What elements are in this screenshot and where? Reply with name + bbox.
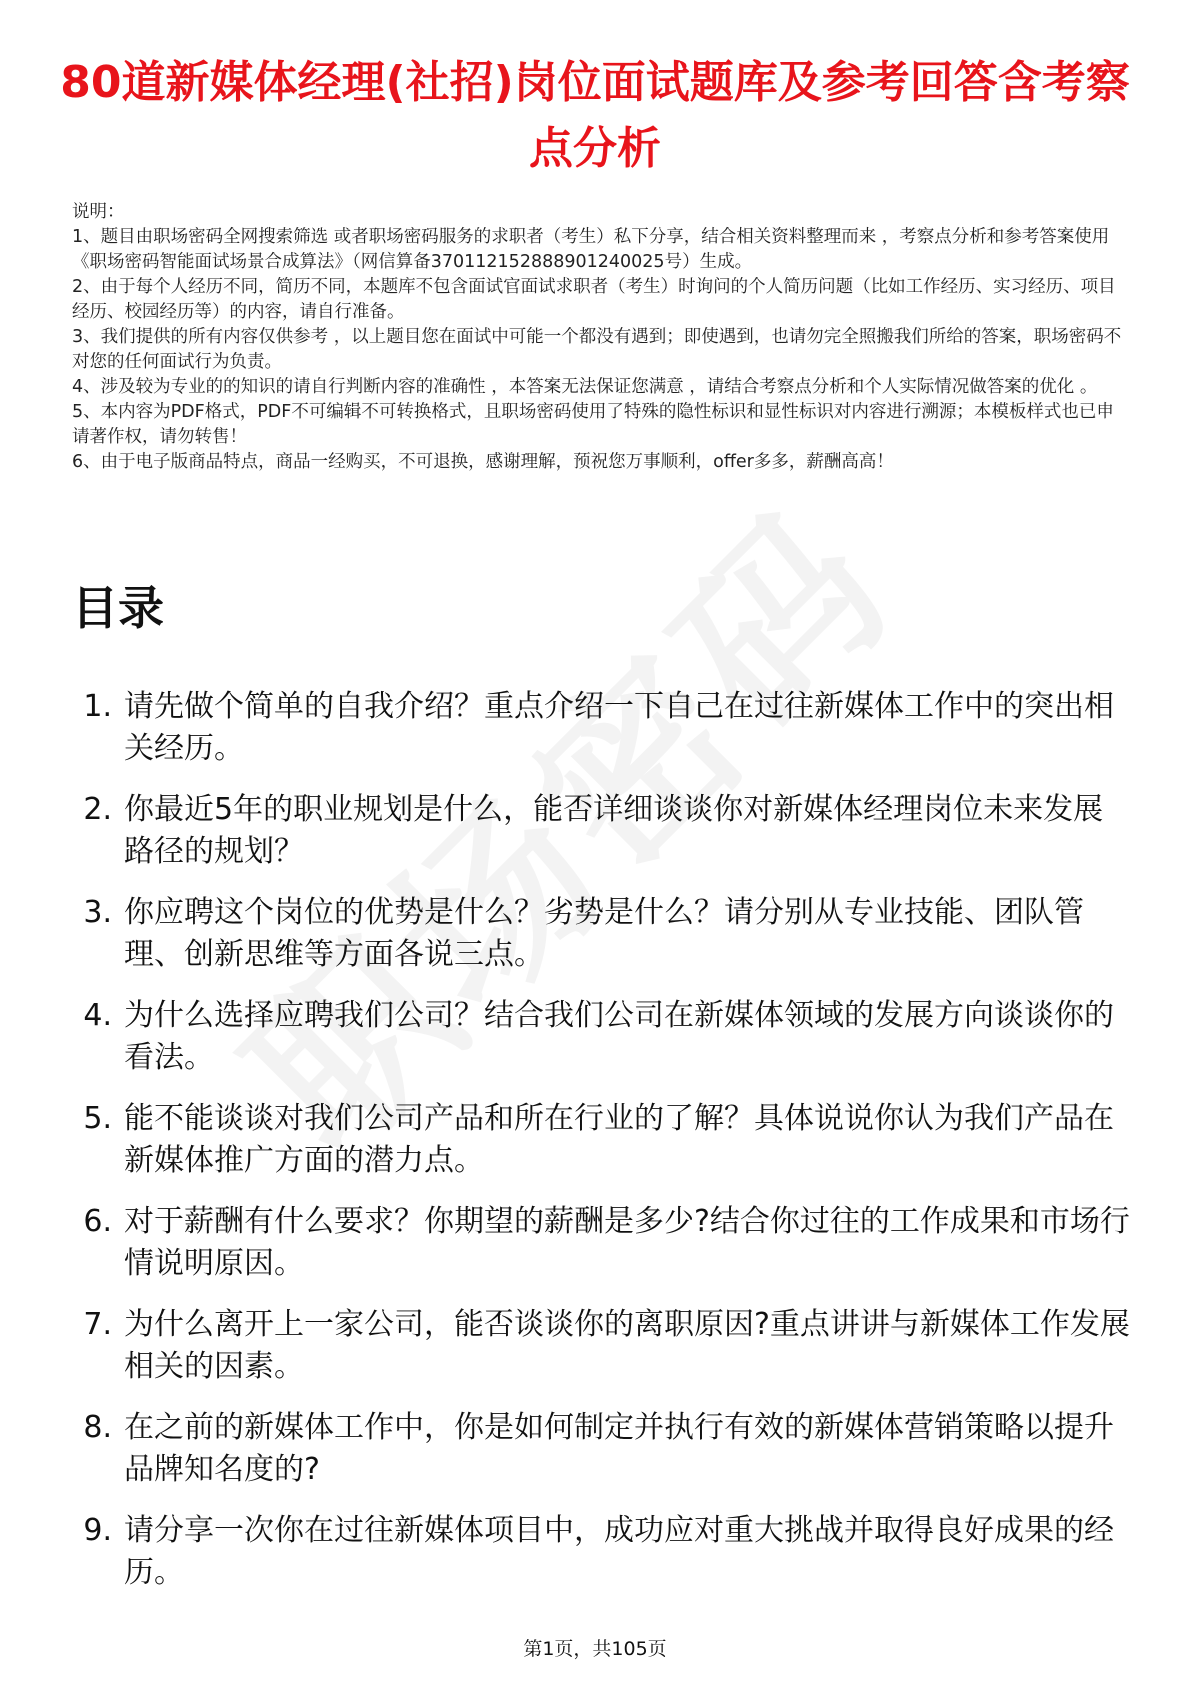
toc-item-number: 1. — [83, 689, 112, 724]
toc-item-number: 4. — [83, 998, 112, 1033]
toc-item[interactable] — [72, 1098, 1132, 1182]
note-item-5: 5、本内容为PDF格式，PDF不可编辑不可转换格式，且职场密码使用了特殊的隐性标识和显性标识对内容进行溯源；本模板样式也已申请著作权，请勿转售！ — [72, 402, 1114, 447]
toc-item[interactable] — [72, 1510, 1132, 1594]
note-item-3: 3、我们提供的所有内容仅供参考 ，以上题目您在面试中可能一个都没有遇到；即使遇到，也请勿完全照搬我们所给的答案，职场密码不对您的任何面试行为负责。 — [72, 327, 1122, 372]
toc-heading: 目录 — [72, 581, 164, 635]
toc-item-text: 为什么选择应聘我们公司？结合我们公司在新媒体领域的发展方向谈谈你的看法。 — [124, 998, 1114, 1075]
note-item-1: 1、题目由职场密码全网搜索筛选 或者职场密码服务的求职者（考生）私下分享，结合相关资料整理而来 ，考察点分析和参考答案使用《职场密码智能面试场景合成算法》（网信算备370112152888901240025号）生成。 — [72, 227, 1110, 272]
toc-item-text: 请分享一次你在过往新媒体项目中，成功应对重大挑战并取得良好成果的经历。 — [124, 1513, 1114, 1590]
toc-item[interactable] — [72, 789, 1132, 873]
toc-item-text: 你应聘这个岗位的优势是什么？劣势是什么？请分别从专业技能、团队管理、创新思维等方面各说三点。 — [124, 895, 1084, 972]
toc-item[interactable] — [72, 1407, 1132, 1491]
toc-list — [72, 686, 1132, 1613]
toc-item-text: 为什么离开上一家公司，能否谈谈你的离职原因?重点讲讲与新媒体工作发展相关的因素。 — [124, 1307, 1130, 1384]
notes-heading: 说明： — [72, 202, 125, 222]
toc-item-number: 9. — [83, 1513, 112, 1548]
toc-item[interactable] — [72, 686, 1132, 770]
toc-item[interactable] — [72, 892, 1132, 976]
toc-item-text: 在之前的新媒体工作中，你是如何制定并执行有效的新媒体营销策略以提升品牌知名度的? — [124, 1410, 1114, 1487]
toc-item-number: 6. — [83, 1204, 112, 1239]
note-item-4: 4、涉及较为专业的的知识的请自行判断内容的准确性 ，本答案无法保证您满意 ，请结合考察点分析和个人实际情况做答案的优化 。 — [72, 377, 1098, 397]
note-item-2: 2、由于每个人经历不同，简历不同，本题库不包含面试官面试求职者（考生）时询问的个人简历问题（比如工作经历、实习经历、项目经历、校园经历等）的内容，请自行准备。 — [72, 277, 1116, 322]
toc-item-text: 对于薪酬有什么要求？你期望的薪酬是多少?结合你过往的工作成果和市场行情说明原因。 — [124, 1204, 1130, 1281]
toc-item-number: 7. — [83, 1307, 112, 1342]
toc-item-text: 请先做个简单的自我介绍？重点介绍一下自己在过往新媒体工作中的突出相关经历。 — [124, 689, 1114, 766]
toc-item-number: 8. — [83, 1410, 112, 1445]
toc-item-text: 你最近5年的职业规划是什么，能否详细谈谈你对新媒体经理岗位未来发展路径的规划？ — [124, 792, 1104, 869]
note-item-6: 6、由于电子版商品特点，商品一经购买，不可退换，感谢理解，预祝您万事顺利，offer多多，薪酬高高！ — [72, 452, 894, 472]
toc-item[interactable] — [72, 1304, 1132, 1388]
toc-item-number: 3. — [83, 895, 112, 930]
notes-section — [72, 200, 1122, 475]
toc-item-text: 能不能谈谈对我们公司产品和所在行业的了解？具体说说你认为我们产品在新媒体推广方面的潜力点。 — [124, 1101, 1114, 1178]
toc-item-number: 5. — [83, 1101, 112, 1136]
document-title: 80道新媒体经理(社招)岗位面试题库及参考回答含考察点分析 — [60, 57, 1130, 174]
toc-item[interactable] — [72, 1201, 1132, 1285]
toc-item-number: 2. — [83, 792, 112, 827]
toc-item[interactable] — [72, 995, 1132, 1079]
page-footer: 第1页，共105页 — [523, 1638, 667, 1660]
